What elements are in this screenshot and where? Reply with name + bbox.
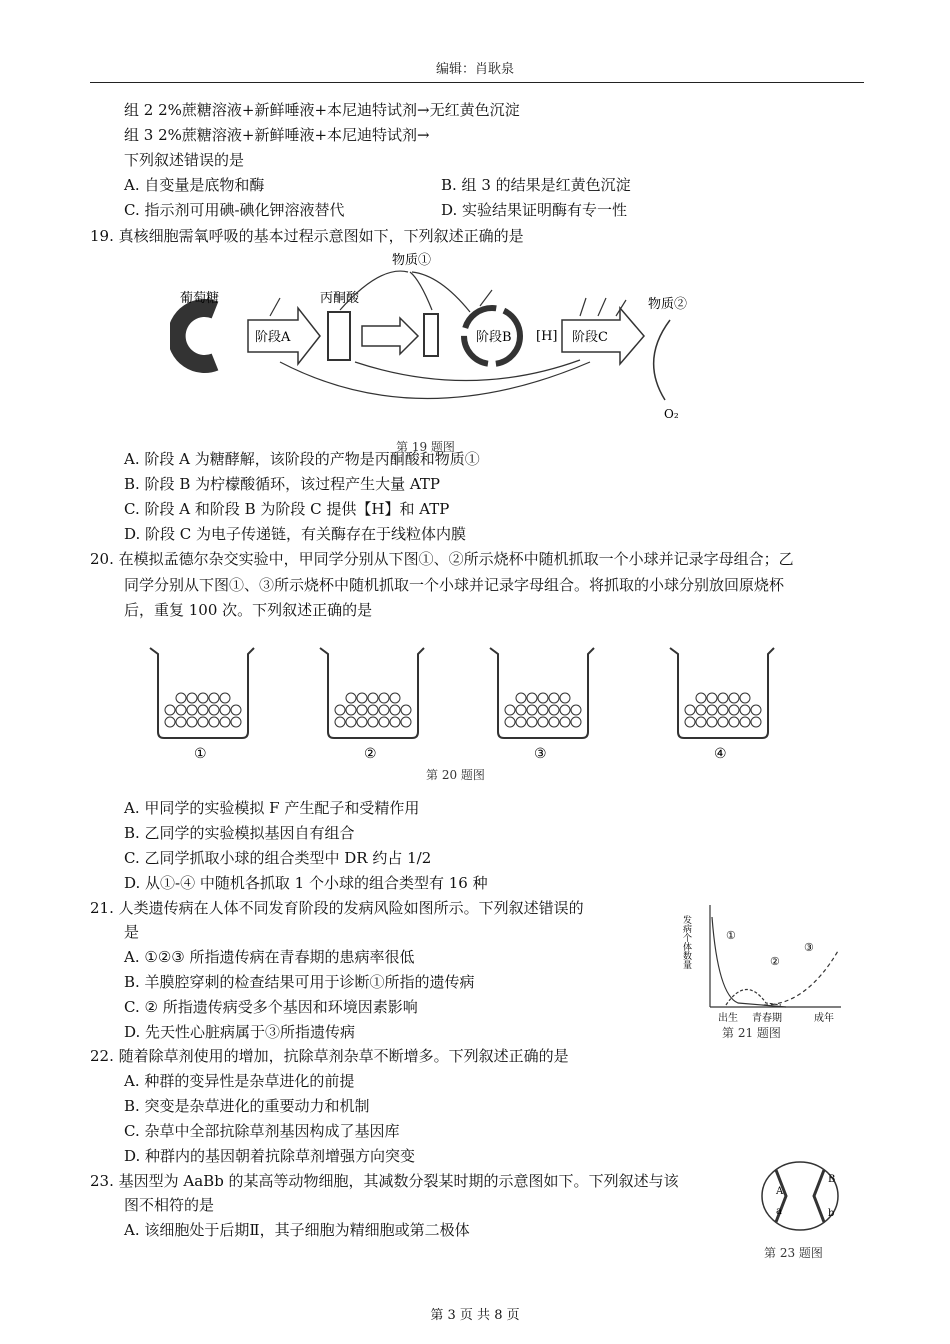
ball xyxy=(549,693,559,703)
ball xyxy=(505,705,515,715)
ball xyxy=(220,705,230,715)
ball xyxy=(729,693,739,703)
ball xyxy=(571,705,581,715)
ball xyxy=(718,693,728,703)
ball xyxy=(357,717,367,727)
respiration-diagram xyxy=(170,250,710,440)
ball xyxy=(401,717,411,727)
q18-stem: 下列叙述错误的是 xyxy=(124,151,245,169)
q21-caption: 第 21 题图 xyxy=(722,1026,781,1040)
ball xyxy=(751,705,761,715)
ball xyxy=(346,705,356,715)
ball xyxy=(401,705,411,715)
beaker-label-4: ④ xyxy=(714,746,727,760)
ball xyxy=(549,705,559,715)
glucose-label: 葡萄糖 xyxy=(180,291,220,306)
q22-option-d: D. 种群内的基因朝着抗除草剂增强方向突变 xyxy=(124,1147,416,1165)
q18-option-a: A. 自变量是底物和酶 xyxy=(124,176,265,194)
curve-2 xyxy=(726,989,781,1005)
q18-option-d: D. 实验结果证明酶有专一性 xyxy=(441,201,628,219)
q22-option-a: A. 种群的变异性是杂草进化的前提 xyxy=(124,1072,355,1090)
curve-1-label: ① xyxy=(726,929,736,942)
page-footer: 第 3 页 共 8 页 xyxy=(430,1308,520,1323)
ball xyxy=(685,705,695,715)
curve-3-label: ③ xyxy=(804,941,814,954)
ball xyxy=(187,693,197,703)
ball xyxy=(209,717,219,727)
ball xyxy=(527,705,537,715)
ball xyxy=(335,705,345,715)
ball xyxy=(527,717,537,727)
ball xyxy=(231,717,241,727)
ball xyxy=(198,717,208,727)
pyruvate-block xyxy=(328,312,350,360)
q23-stem-line2: 图不相符的是 xyxy=(124,1196,215,1214)
ball xyxy=(220,717,230,727)
q23-option-a: A. 该细胞处于后期Ⅱ，其子细胞为精细胞或第二极体 xyxy=(124,1221,470,1239)
ball xyxy=(368,693,378,703)
ball xyxy=(335,717,345,727)
q22-option-b: B. 突变是杂草进化的重要动力和机制 xyxy=(124,1097,370,1115)
q19-stem: 19. 真核细胞需氧呼吸的基本过程示意图如下，下列叙述正确的是 xyxy=(90,227,524,245)
q20-option-b: B. 乙同学的实验模拟基因自有组合 xyxy=(124,824,355,842)
ball xyxy=(176,705,186,715)
label-b: b xyxy=(828,1208,835,1219)
curve-2-label: ② xyxy=(770,955,780,968)
substance2-label: 物质② xyxy=(648,297,688,312)
pyruvate-label: 丙酮酸 xyxy=(320,291,360,306)
q21-stem-line1: 21. 人类遗传病在人体不同发育阶段的发病风险如图所示。下列叙述错误的 xyxy=(90,899,584,917)
ball xyxy=(187,717,197,727)
q19-option-d: D. 阶段 C 为电子传递链，有关酶存在于线粒体内膜 xyxy=(124,525,467,543)
ball xyxy=(357,705,367,715)
stage-a-label: 阶段A xyxy=(255,330,291,345)
acetyl-block xyxy=(424,314,438,356)
ball xyxy=(740,705,750,715)
ball xyxy=(560,693,570,703)
ball xyxy=(538,705,548,715)
q19-option-c: C. 阶段 A 和阶段 B 为阶段 C 提供【H】和 ATP xyxy=(124,500,450,518)
label-a: a xyxy=(776,1206,782,1217)
q18-option-b: B. 组 3 的结果是红黄色沉淀 xyxy=(441,176,631,194)
ball xyxy=(740,717,750,727)
q20-caption: 第 20 题图 xyxy=(426,768,485,782)
x-birth: 出生 xyxy=(718,1013,738,1024)
glucose-shape xyxy=(177,308,215,364)
ball xyxy=(379,705,389,715)
q20-stem-line2: 同学分别从下图①、③所示烧杯中随机抓取一个小球并记录字母组合。将抓取的小球分别放回原烧杯 xyxy=(124,576,785,594)
cell-division-figure xyxy=(756,1152,846,1242)
x-puberty: 青春期 xyxy=(752,1013,782,1024)
beaker-label-3: ③ xyxy=(534,746,547,760)
q21-option-a: A. ①②③ 所指遗传病在青春期的患病率很低 xyxy=(124,948,415,966)
q18-option-c: C. 指示剂可用碘-碘化钾溶液替代 xyxy=(124,201,345,219)
ball xyxy=(538,717,548,727)
ball xyxy=(527,693,537,703)
substance1-label: 物质① xyxy=(392,253,432,268)
ball xyxy=(176,717,186,727)
h-label: [H] xyxy=(536,329,558,344)
q20-option-a: A. 甲同学的实验模拟 F 产生配子和受精作用 xyxy=(124,799,420,817)
ball xyxy=(390,705,400,715)
ball xyxy=(220,693,230,703)
ball xyxy=(707,693,717,703)
beaker-label-1: ① xyxy=(194,746,207,760)
ball xyxy=(751,717,761,727)
ball xyxy=(346,693,356,703)
ball xyxy=(368,705,378,715)
q20-option-d: D. 从①-④ 中随机各抓取 1 个小球的组合类型有 16 种 xyxy=(124,874,488,892)
ball xyxy=(231,705,241,715)
o2-label: O₂ xyxy=(664,407,679,421)
ball xyxy=(379,693,389,703)
ball xyxy=(560,705,570,715)
beakers-figure xyxy=(140,640,800,760)
ball xyxy=(209,705,219,715)
graph-ylabel: 发病个体数量 xyxy=(681,915,691,969)
page-header-editor: 编辑：肖耿泉 xyxy=(435,62,514,77)
ball xyxy=(718,705,728,715)
q23-stem-line1: 23. 基因型为 AaBb 的某高等动物细胞，其减数分裂某时期的示意图如下。下列叙述与该 xyxy=(90,1172,679,1190)
ball xyxy=(198,693,208,703)
stage-c-label: 阶段C xyxy=(572,330,608,345)
ball xyxy=(176,693,186,703)
x-adult: 成年 xyxy=(814,1013,834,1024)
ball xyxy=(379,717,389,727)
beaker-1 xyxy=(150,648,254,760)
ball xyxy=(696,693,706,703)
ball xyxy=(560,717,570,727)
label-A: A xyxy=(776,1186,784,1197)
ball xyxy=(390,693,400,703)
ball xyxy=(516,717,526,727)
ball xyxy=(368,717,378,727)
disease-risk-graph xyxy=(676,895,846,1035)
q19-caption: 第 19 题图 xyxy=(396,440,455,454)
pyruvate-arrow xyxy=(362,318,418,354)
q19-option-b: B. 阶段 B 为柠檬酸循环，该过程产生大量 ATP xyxy=(124,475,440,493)
q22-stem: 22. 随着除草剂使用的增加，抗除草剂杂草不断增多。下列叙述正确的是 xyxy=(90,1047,569,1065)
ball xyxy=(538,693,548,703)
ball xyxy=(729,717,739,727)
q21-option-b: B. 羊膜腔穿刺的检查结果可用于诊断①所指的遗传病 xyxy=(124,973,475,991)
ball xyxy=(165,705,175,715)
ball xyxy=(390,717,400,727)
ball xyxy=(571,717,581,727)
ball xyxy=(187,705,197,715)
beaker-3 xyxy=(490,648,594,760)
q20-option-c: C. 乙同学抓取小球的组合类型中 DR 约占 1/2 xyxy=(124,849,432,867)
q19-option-a: A. 阶段 A 为糖酵解，该阶段的产物是丙酮酸和物质① xyxy=(124,450,480,468)
ball xyxy=(696,717,706,727)
q20-stem-line3: 后，重复 100 次。下列叙述正确的是 xyxy=(124,601,373,619)
ball xyxy=(516,705,526,715)
beaker-label-2: ② xyxy=(364,746,377,760)
ball xyxy=(505,717,515,727)
q18-group2: 组 2 2%蔗糖溶液+新鲜唾液+本尼迪特试剂→无红黄色沉淀 xyxy=(124,101,520,119)
beaker-2 xyxy=(320,648,424,760)
q18-group3: 组 3 2%蔗糖溶液+新鲜唾液+本尼迪特试剂→ xyxy=(124,126,430,144)
beaker-4 xyxy=(670,648,774,760)
ball xyxy=(696,705,706,715)
ball xyxy=(165,717,175,727)
label-B: B xyxy=(828,1174,836,1185)
q21-stem-line2: 是 xyxy=(124,923,140,941)
ball xyxy=(209,693,219,703)
q20-stem-line1: 20. 在模拟孟德尔杂交实验中，甲同学分别从下图①、②所示烧杯中随机抓取一个小球并记录字母组合；乙 xyxy=(90,550,794,568)
q21-option-c: C. ② 所指遗传病受多个基因和环境因素影响 xyxy=(124,998,418,1016)
header-rule xyxy=(90,82,864,83)
ball xyxy=(198,705,208,715)
q22-option-c: C. 杂草中全部抗除草剂基因构成了基因库 xyxy=(124,1122,400,1140)
q23-caption: 第 23 题图 xyxy=(764,1246,823,1260)
ball xyxy=(346,717,356,727)
q21-option-d: D. 先天性心脏病属于③所指遗传病 xyxy=(124,1023,356,1041)
ball xyxy=(357,693,367,703)
ball xyxy=(707,717,717,727)
ball xyxy=(729,705,739,715)
ball xyxy=(718,717,728,727)
ball xyxy=(549,717,559,727)
ball xyxy=(707,705,717,715)
ball xyxy=(740,693,750,703)
ball xyxy=(685,717,695,727)
stage-b-label: 阶段B xyxy=(476,330,512,345)
ball xyxy=(516,693,526,703)
